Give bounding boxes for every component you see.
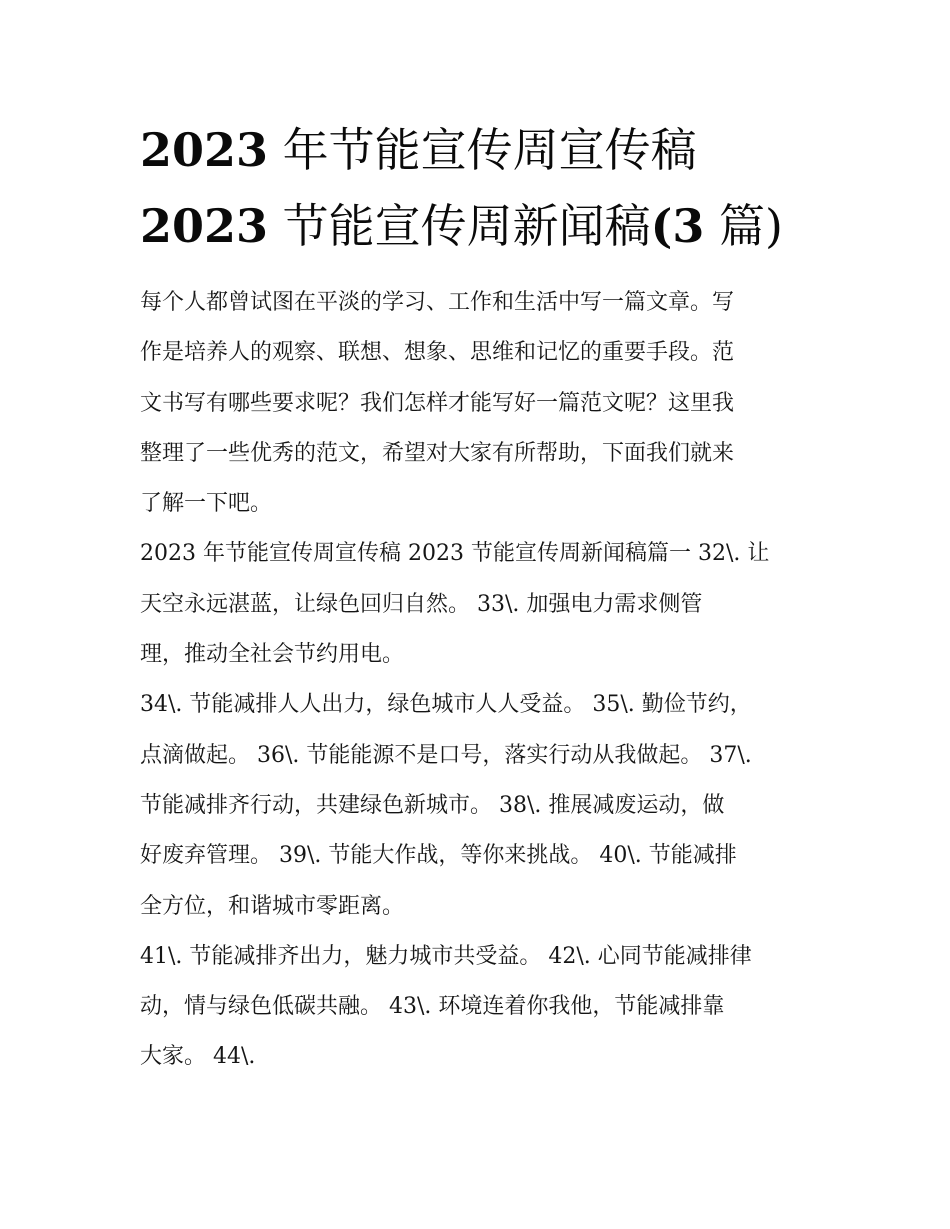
title-end: 篇) — [704, 199, 784, 253]
document-page — [140, 118, 820, 1083]
paragraph-2: 34\. 节能减排人人出力，绿色城市人人受益。 35\. 勤俭节约， 点滴做起。 36\. 节能能源不是口号，落实行动从我做起。 37\. 节能减排齐行动，共建绿色新城市。 38\. 推展减废运动，做 好废弃管理。 39\. 节能大作战，等你来挑战。 40\. 节能减排 全方位，和谐城市零距离。 — [140, 692, 752, 919]
title-year: 2023 — [140, 123, 269, 177]
document-title-line-2 — [140, 194, 820, 258]
paragraph-1: 2023 年节能宣传周宣传稿 2023 节能宣传周新闻稿篇一 32\. 让 天空永远湛蓝，让绿色回归自然。 33\. 加强电力需求侧管 理，推动全社会节约用电。 — [140, 541, 770, 668]
title-text: 节能宣传周新闻稿 — [268, 199, 651, 253]
title-text: 年节能宣传周宣传稿 — [268, 123, 697, 177]
paragraph-3: 41\. 节能减排齐出力，魅力城市共受益。 42\. 心同节能减排律 动，情与绿色低碳共融。 43\. 环境连着你我他，节能减排靠 大家。 44\. — [140, 943, 752, 1070]
document-title-line-1 — [140, 118, 820, 182]
document-body — [140, 278, 820, 1083]
paragraph-intro: 每个人都曾试图在平淡的学习、工作和生活中写一篇文章。写 作是培养人的观察、联想、想象、思维和记忆的重要手段。范 文书写有哪些要求呢？我们怎样才能写好一篇范文呢？这里我 整理了一些优秀的范文，希望对大家有所帮助，下面我们就来 了解一下吧。 — [140, 290, 735, 517]
title-count: (3 — [650, 199, 705, 253]
title-year: 2023 — [140, 199, 269, 253]
